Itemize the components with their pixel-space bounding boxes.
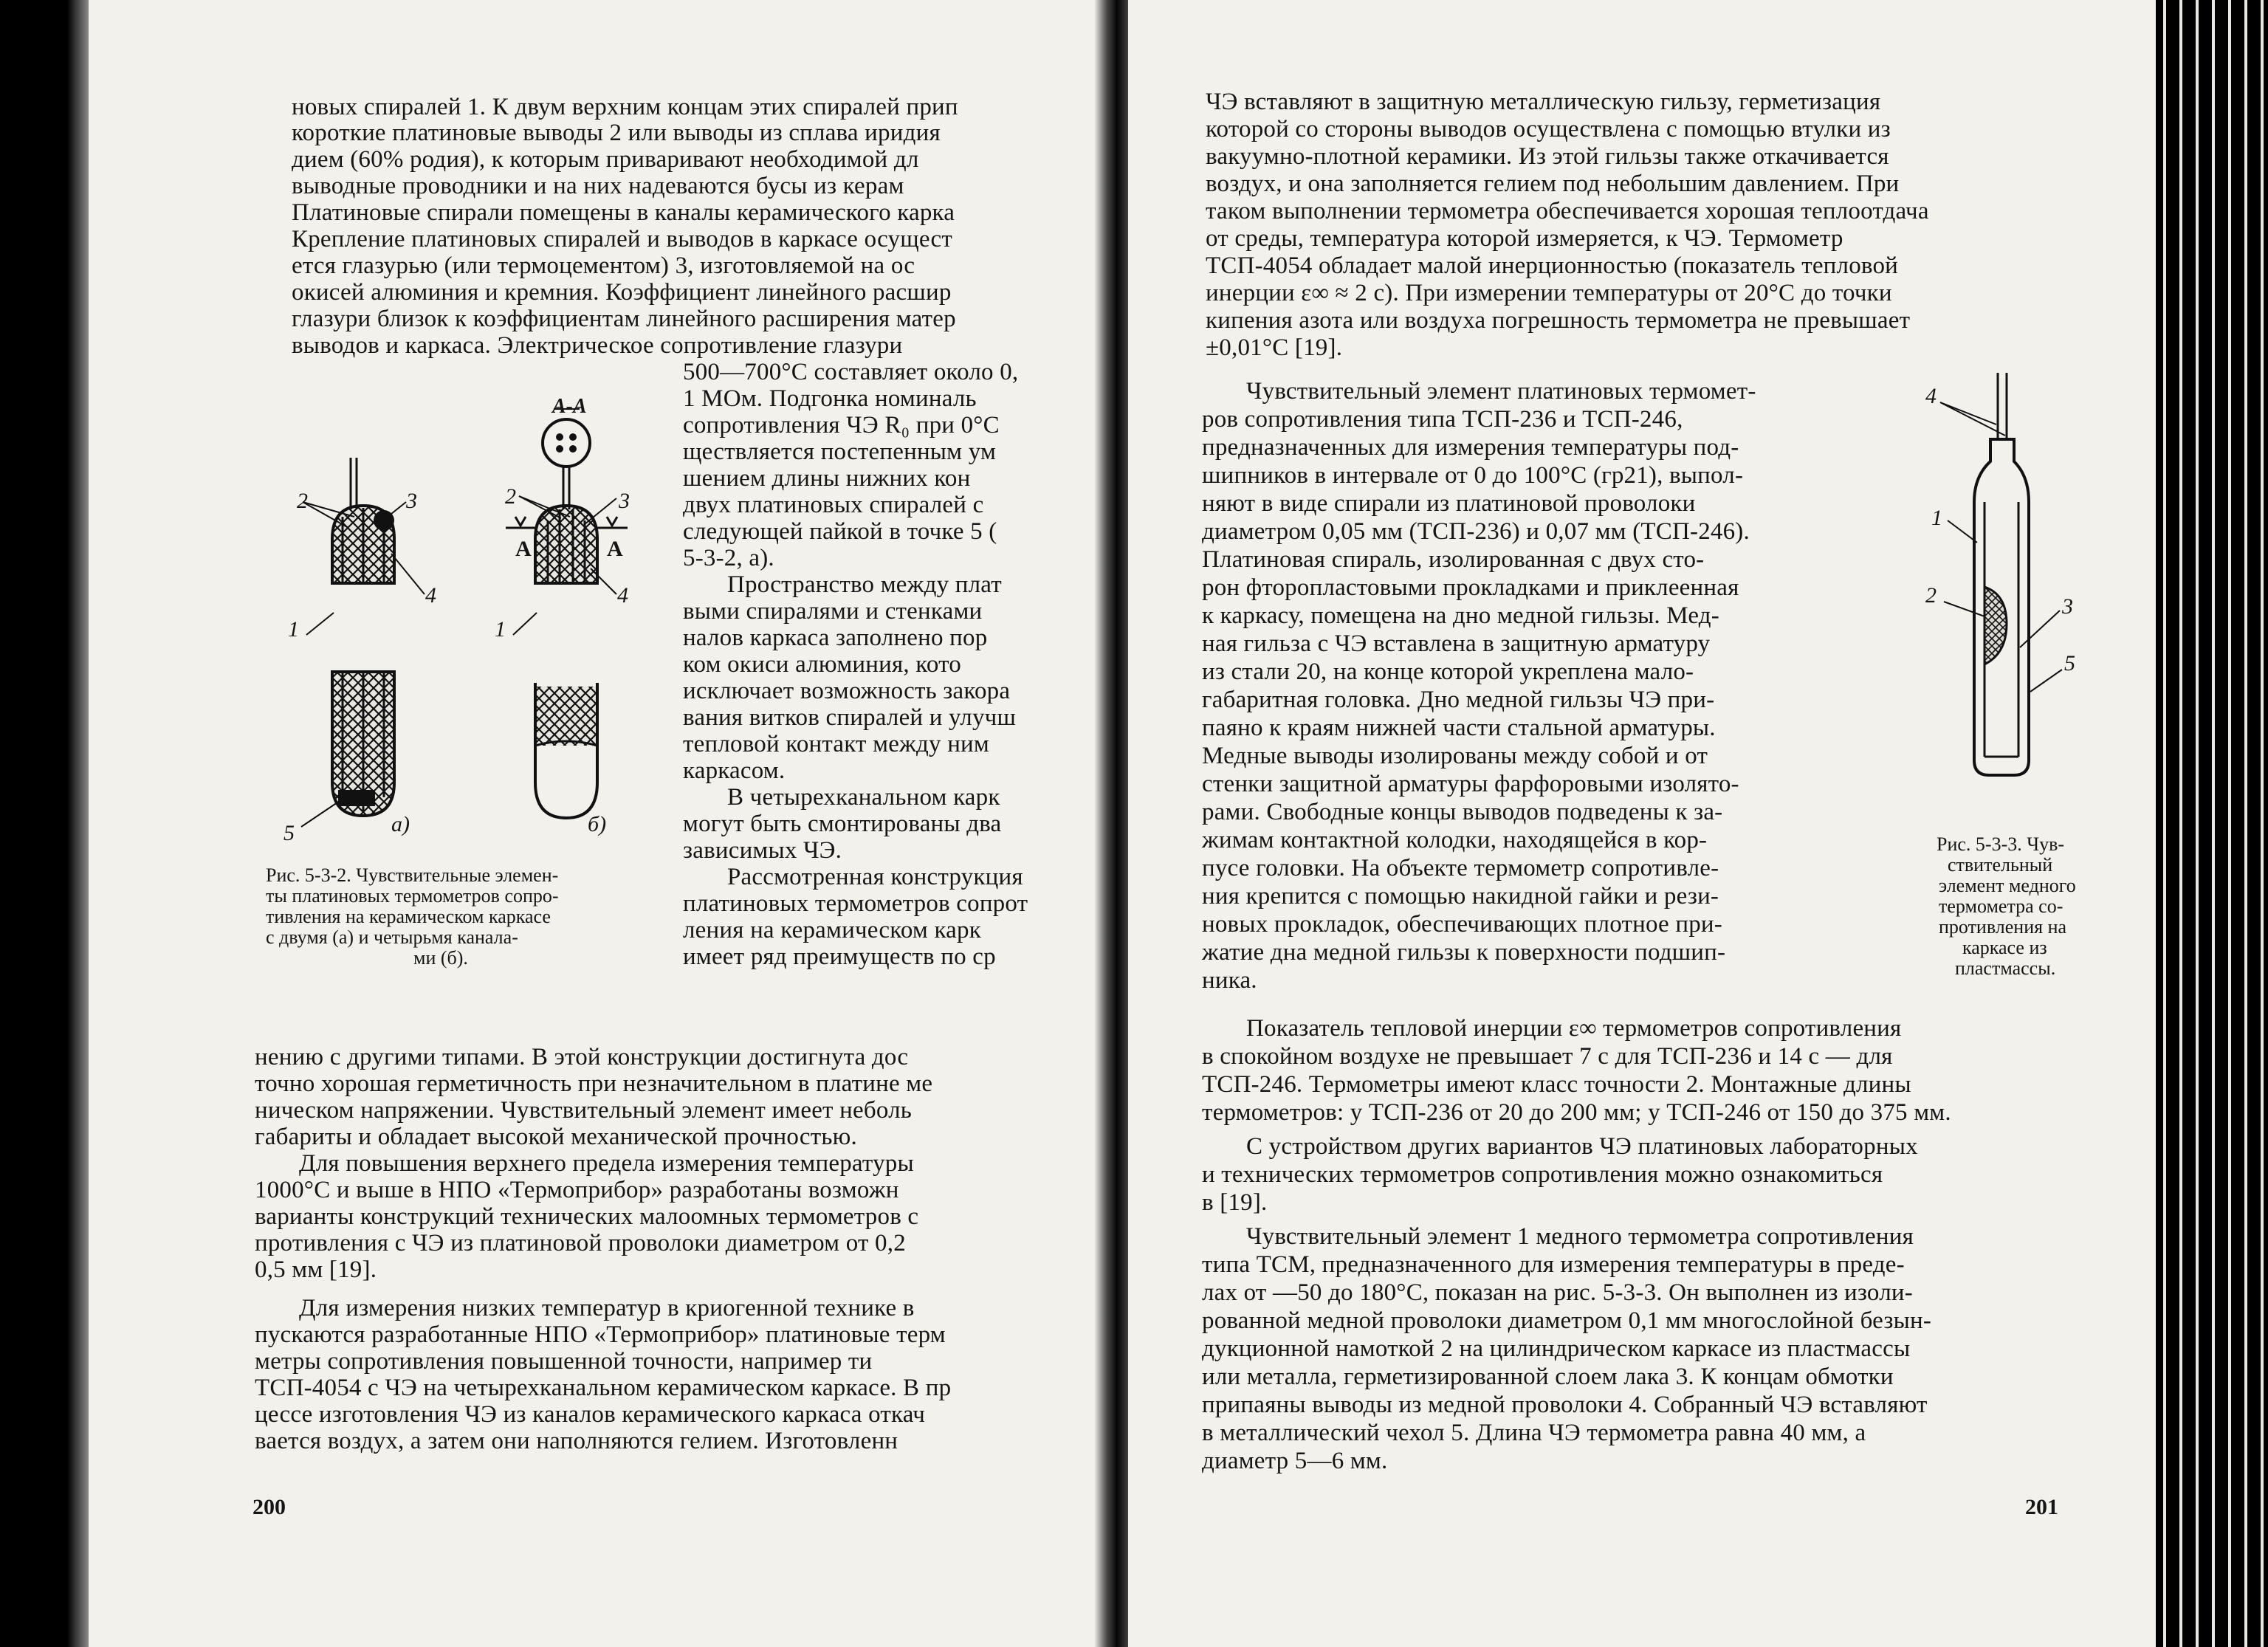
label-5: 5 xyxy=(2064,651,2075,675)
label-4a: 4 xyxy=(425,583,436,608)
label-4: 4 xyxy=(1925,384,1937,408)
section-marker-left: А xyxy=(515,537,532,561)
text-line: налов каркаса заполнено пор xyxy=(683,625,988,651)
text-line: платиновых термометров сопрот xyxy=(683,890,1028,917)
text-line: ническом напряжении. Чувствительный элемент имеет неболь xyxy=(255,1097,913,1124)
caption-line: Рис. 5-3-3. Чув- xyxy=(1937,833,2065,855)
text-line: цессе изготовления ЧЭ из каналов керамического каркаса откач xyxy=(255,1401,926,1428)
text-line: или металла, герметизированной слоем лака 3. К концам обмотки xyxy=(1202,1364,1894,1390)
text-line: короткие платиновые выводы 2 или выводы из сплава иридия xyxy=(292,120,941,146)
text-line: вания витков спиралей и улучш xyxy=(683,704,1017,731)
text-line: дием (60% родия), к которым приваривают необходимой дл xyxy=(292,146,919,173)
text-line: габаритная головка. Дно медной гильзы ЧЭ при- xyxy=(1202,687,1715,713)
text-line: ЧЭ вставляют в защитную металлическую гильзу, герметизация xyxy=(1206,89,1881,115)
text-line: 5-3-2, а). xyxy=(683,545,774,571)
text-line: следующей пайкой в точке 5 ( xyxy=(683,518,997,545)
text-line: могут быть смонтированы два xyxy=(683,811,1002,837)
text-line: диаметр 5—6 мм. xyxy=(1202,1448,1388,1474)
text-line: точно хорошая герметичность при незначительном в платине ме xyxy=(255,1070,933,1097)
text-line: паяно к краям нижней части стальной арматуры. xyxy=(1202,715,1716,741)
label-2a: 2 xyxy=(297,489,308,513)
text-line: в [19]. xyxy=(1202,1189,1268,1216)
text-line: имеет ряд преимуществ по ср xyxy=(683,943,996,970)
text-line: ществляется постепенным ум xyxy=(683,439,997,465)
text-line: выводов и каркаса. Электрическое сопротивление глазури xyxy=(292,332,903,359)
text-line: инерции ε∞ ≈ 2 с). При измерении температуры от 20°С до точки xyxy=(1206,280,1892,306)
text-line: С устройством других вариантов ЧЭ платиновых лабораторных xyxy=(1246,1133,1918,1160)
text-line: в спокойном воздухе не превышает 7 с для ТСП-236 и 14 с — для xyxy=(1202,1043,1893,1070)
text-line: ров сопротивления типа ТСП-236 и ТСП-246, xyxy=(1202,406,1683,433)
text-line: которой со стороны выводов осуществлена с помощью втулки из xyxy=(1206,116,1891,142)
text-line: Платиновые спирали помещены в каналы керамического карка xyxy=(292,199,955,226)
caption-line: каркасе из xyxy=(1962,937,2047,958)
text-line: Для повышения верхнего предела измерения температуры xyxy=(299,1150,914,1177)
page-number-left: 200 xyxy=(252,1495,286,1519)
label-2b: 2 xyxy=(505,484,516,509)
text-line: таком выполнении термометра обеспечивается хорошая теплоотдача xyxy=(1206,198,1929,224)
label-3: 3 xyxy=(2062,594,2073,619)
text-line: габариты и обладает высокой механической прочностью. xyxy=(255,1124,857,1150)
text-line: лах от —50 до 180°С, показан на рис. 5-3-3. Он выполнен из изоли- xyxy=(1202,1279,1913,1306)
text-line: термометров: у ТСП-236 от 20 до 200 мм; у ТСП-246 от 150 до 375 мм. xyxy=(1202,1099,1951,1126)
caption-line: с двумя (а) и четырьмя канала- xyxy=(266,926,518,948)
text-line: ТСП-4054 обладает малой инерционностью (показатель тепловой xyxy=(1206,252,1899,279)
caption-line: ствительный xyxy=(1948,854,2053,876)
text-line: ТСП-4054 с ЧЭ на четырехканальном керамическом каркасе. В пр xyxy=(255,1375,952,1401)
caption-line: пластмассы. xyxy=(1955,957,2056,979)
left-page xyxy=(89,0,1104,1647)
text-line: дукционной намоткой 2 на цилиндрическом каркасе из пластмассы xyxy=(1202,1335,1911,1362)
label-5a: 5 xyxy=(284,821,295,845)
text-line: 1000°С и выше в НПО «Термоприбор» разработаны возможн xyxy=(255,1177,899,1203)
text-line: Медные выводы изолированы между собой и от xyxy=(1202,743,1708,769)
caption-line: тивления на керамическом каркасе xyxy=(266,906,551,927)
text-line: ком окиси алюминия, кото xyxy=(683,651,961,678)
text-line: няют в виде спирали из платиновой проволоки xyxy=(1202,490,1696,517)
text-line: к каркасу, помещена на дно медной гильзы. Мед- xyxy=(1202,602,1719,629)
text-line: противления с ЧЭ из платиновой проволоки диаметром от 0,2 xyxy=(255,1230,906,1256)
text-line: ника. xyxy=(1202,967,1257,994)
caption-line: ми (б). xyxy=(413,947,468,969)
label-3b: 3 xyxy=(619,489,630,513)
text-line: типа ТСМ, предназначенного для измерения температуры в преде- xyxy=(1202,1251,1905,1278)
text-line: Чувствительный элемент платиновых термомет- xyxy=(1246,378,1756,405)
caption-line: термометра со- xyxy=(1939,895,2063,917)
text-line: предназначенных для измерения температуры под- xyxy=(1202,434,1739,461)
text-line: варианты конструкций технических малоомных термометров с xyxy=(255,1203,919,1230)
text-line: новых прокладок, обеспечивающих плотное при- xyxy=(1202,911,1722,938)
text-line: вается воздух, а затем они наполняются гелием. Изготовленн xyxy=(255,1428,898,1454)
text-line: сопротивления ЧЭ R₀ при 0°С xyxy=(683,412,1000,439)
text-line: диаметром 0,05 мм (ТСП-236) и 0,07 мм (ТСП-246). xyxy=(1202,518,1750,545)
text-line: 0,5 мм [19]. xyxy=(255,1256,377,1283)
caption-line: ты платиновых термометров сопро- xyxy=(266,885,559,907)
text-line: глазури близок к коэффициентам линейного расширения матер xyxy=(292,306,956,332)
text-line: Крепление платиновых спиралей и выводов в каркасе осущест xyxy=(292,226,952,252)
text-line: ная гильза с ЧЭ вставлена в защитную арматуру xyxy=(1202,630,1711,657)
text-line: ния крепится с помощью накидной гайки и рези- xyxy=(1202,883,1719,910)
caption-line: Рис. 5-3-2. Чувствительные элемен- xyxy=(266,864,559,886)
right-page xyxy=(1128,0,2184,1647)
text-line: жимам контактной колодки, находящейся в кор- xyxy=(1202,827,1708,853)
right-book-edge xyxy=(2156,0,2268,1647)
label-1b: 1 xyxy=(495,617,506,642)
figure-5-3-2 xyxy=(281,399,679,856)
text-line: метры сопротивления повышенной точности, например ти xyxy=(255,1348,873,1375)
text-line: воздух, и она заполняется гелием под небольшим давлением. При xyxy=(1206,171,1900,197)
text-line: ТСП-246. Термометры имеют класс точности 2. Монтажные длины xyxy=(1202,1071,1911,1098)
text-line: новых спиралей 1. К двум верхним концам этих спиралей прип xyxy=(292,94,958,120)
text-line: Показатель тепловой инерции ε∞ термометров сопротивления xyxy=(1246,1015,1902,1042)
label-3a: 3 xyxy=(406,489,417,513)
label-b: б) xyxy=(588,812,607,836)
caption-line: противления на xyxy=(1939,916,2067,938)
text-line: рон фторопластовыми прокладками и приклеенная xyxy=(1202,574,1739,601)
text-line: исключает возможность закора xyxy=(683,678,1011,704)
text-line: Для измерения низких температур в криогенной технике в xyxy=(299,1295,915,1321)
text-line: 1 МОм. Подгонка номиналь xyxy=(683,385,977,412)
text-line: припаяны выводы из медной проволоки 4. Собранный ЧЭ вставляют xyxy=(1202,1392,1928,1418)
left-book-edge xyxy=(0,0,96,1647)
page-number-right: 201 xyxy=(2025,1495,2058,1519)
text-line: каркасом. xyxy=(683,757,786,784)
text-line: пускаются разработанные НПО «Термоприбор» платиновые терм xyxy=(255,1321,946,1348)
text-line: пусе головки. На объекте термометр сопротивле- xyxy=(1202,855,1719,881)
text-line: шением длины нижних кон xyxy=(683,465,971,492)
text-line: и технических термометров сопротивления можно ознакомиться xyxy=(1202,1161,1883,1188)
text-line: стенки защитной арматуры фарфоровыми изолято- xyxy=(1202,771,1739,797)
text-line: в металлический чехол 5. Длина ЧЭ термометра равна 40 мм, а xyxy=(1202,1420,1866,1446)
text-line: Пространство между плат xyxy=(727,571,1002,598)
text-line: кипения азота или воздуха погрешность термометра не превышает xyxy=(1206,307,1911,334)
text-line: из стали 20, на конце которой укреплена мало- xyxy=(1202,659,1694,685)
label-a: а) xyxy=(391,812,410,836)
element-b-drawing xyxy=(506,409,628,818)
label-2: 2 xyxy=(1925,583,1937,608)
text-line: рованной медной проволоки диаметром 0,1 мм многослойной безын- xyxy=(1202,1307,1932,1334)
text-line: рами. Свободные концы выводов подведены к за- xyxy=(1202,799,1723,825)
text-line: Чувствительный элемент 1 медного термометра сопротивления xyxy=(1246,1223,1914,1250)
text-line: ления на керамическом карк xyxy=(683,917,981,943)
section-label: А-А xyxy=(552,395,587,418)
text-line: Платиновая спираль, изолированная с двух сто- xyxy=(1202,546,1705,573)
text-line: выводные проводники и на них надеваются бусы из керам xyxy=(292,173,904,199)
text-line: зависимых ЧЭ. xyxy=(683,837,842,864)
text-line: двух платиновых спиралей с xyxy=(683,492,984,518)
text-line: от среды, температура которой измеряется, к ЧЭ. Термометр xyxy=(1206,225,1843,252)
text-line: вакуумно-плотной керамики. Из этой гильзы также откачивается xyxy=(1206,143,1889,170)
text-line: Рассмотренная конструкция xyxy=(727,864,1023,890)
text-line: шипников в интервале от 0 до 100°С (гр21), выпол- xyxy=(1202,462,1744,489)
text-line: В четырехканальном карк xyxy=(727,784,1000,811)
label-4b: 4 xyxy=(617,583,628,608)
text-line: ется глазурью (или термоцементом) 3, изготовляемой на ос xyxy=(292,252,915,279)
text-line: нению с другими типами. В этой конструкции достигнута дос xyxy=(255,1044,909,1070)
label-1a: 1 xyxy=(288,617,299,642)
text-line: тепловой контакт между ним xyxy=(683,731,989,757)
text-line: 500—700°С составляет около 0, xyxy=(683,359,1019,385)
text-line: жатие дна медной гильзы к поверхности подшип- xyxy=(1202,939,1726,966)
section-marker-right: А xyxy=(607,537,623,561)
label-1: 1 xyxy=(1931,506,1942,530)
text-line: выми спиралями и стенками xyxy=(683,598,983,625)
text-line: ±0,01°С [19]. xyxy=(1206,334,1343,361)
caption-line: элемент медного xyxy=(1939,875,2076,896)
text-line: окисей алюминия и кремния. Коэффициент линейного расшир xyxy=(292,279,952,306)
figure-5-3-3 xyxy=(1866,373,2132,808)
